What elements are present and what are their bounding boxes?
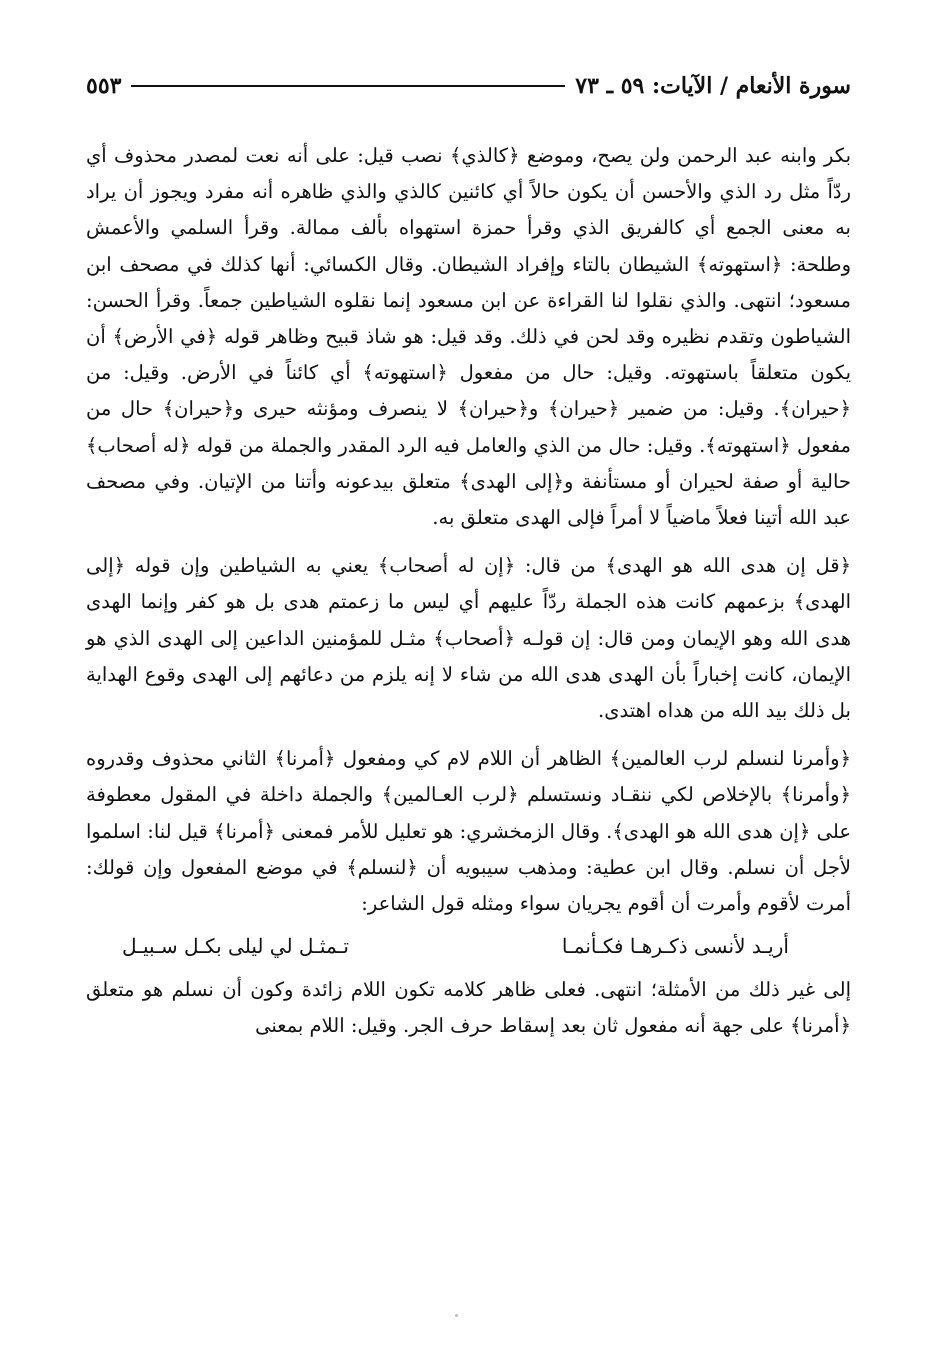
poetry-verse bbox=[86, 926, 851, 966]
paragraph-3: ﴿وأمرنا لنسلم لرب العالمين﴾ الظاهر أن اللام لام كي ومفعول ﴿أمرنا﴾ الثاني محذوف وقدروه ﴿وأمرنا﴾ بالإخلاص لكي ننقـاد ونستسلم ﴿لرب العـالمين﴾ والجملة داخلة في المقول معطوفة على ﴿إن هدى الله هو الهدى﴾. وقال الزمخشري: هو تعليل للأمر فمعنى ﴿أمرنا﴾ قيل لنا: اسلموا لأجل أن نسلم. وقال ابن عطية: ومذهب سيبويه أن ﴿لنسلم﴾ في موضع المفعول وإن قولك: أمرت لأقوم وأمرت أن أقوم يجريان سواء ومثله قول الشاعر: bbox=[86, 747, 851, 916]
running-header bbox=[86, 68, 851, 104]
header-rule bbox=[131, 85, 565, 87]
verse-second-hemistich: تـمثـل لي ليلى بكـل سـبيـل bbox=[122, 934, 349, 959]
body-text bbox=[86, 138, 851, 1045]
surah-title: سورة الأنعام / الآيات: ٥٩ ـ ٧٣ bbox=[575, 73, 851, 99]
paragraph-1: بكر وابنه عبد الرحمن ولن يصح، وموضع ﴿كالذي﴾ نصب قيل: على أنه نعت لمصدر محذوف أي ردّاً مثل رد الذي والأحسن أن يكون حالاً أي كائنين كالذي والذي ظاهره أنه مفرد ويجوز أن يراد به معنى الجمع أي كالفريق الذي وقرأ حمزة استهواه بألف ممالة. وقرأ السلمي والأعمش وطلحة: ﴿استهوته﴾ الشيطان بالتاء وإفراد الشيطان. وقال الكسائي: أنها كذلك في مصحف ابن مسعود؛ انتهى. والذي نقلوا لنا القراءة عن ابن مسعود إنما نقلوه الشياطين جمعاً. وقرأ الحسن: الشياطون وتقدم نظيره وقد لحن في ذلك. وقد قيل: هو شاذ قبيح وظاهر قوله ﴿في الأرض﴾ أن يكون متعلقاً باستهوته. وقيل: حال من مفعول ﴿استهوته﴾ أي كائناً في الأرض. وقيل: من ﴿حيران﴾. وقيل: من ضمير ﴿حيران﴾ و﴿حيران﴾ لا ينصرف ومؤنثه حيرى و﴿حيران﴾ حال من مفعول ﴿استهوته﴾. وقيل: حال من الذي والعامل فيه الرد المقدر والجملة من قوله ﴿له أصحاب﴾ حالية أو صفة لحيران أو مستأنفة و﴿إلى الهدى﴾ متعلق بيدعونه وأتنا من الإتيان. وفي مصحف عبد الله أتينا فعلاً ماضياً لا أمراً فإلى الهدى متعلق به. bbox=[86, 144, 851, 530]
scan-speck bbox=[455, 1314, 458, 1317]
paragraph-2: ﴿قل إن هدى الله هو الهدى﴾ من قال: ﴿إن له أصحاب﴾ يعني به الشياطين وإن قوله ﴿إلى الهدى﴾ بزعمهم كانت هذه الجملة ردّاً عليهم أي ليس ما زعمتم هدى بل هو كفر وإنما الهدى هدى الله وهو الإيمان ومن قال: إن قولـه ﴿أصحاب﴾ مثـل للمؤمنين الداعين إلى الهدى الذي هو الإيمان، كانت إخباراً بأن الهدى هدى الله من شاء لا إنه يلزم من دعائهم إلى الهدى وقوع الهداية بل ذلك بيد الله من هداه اهتدى. bbox=[86, 554, 851, 723]
closing-paragraph: إلى غير ذلك من الأمثلة؛ انتهى. فعلى ظاهر كلامه تكون اللام زائدة وكون أن نسلم هو متعلق ﴿أمرنا﴾ على جهة أنه مفعول ثان بعد إسقاط حرف الجر. وقيل: اللام بمعنى bbox=[86, 978, 851, 1038]
page-number: ٥٥٣ bbox=[86, 73, 122, 99]
verse-first-hemistich: أريـد لأنسى ذكـرهـا فكـأنمـا bbox=[561, 934, 789, 959]
